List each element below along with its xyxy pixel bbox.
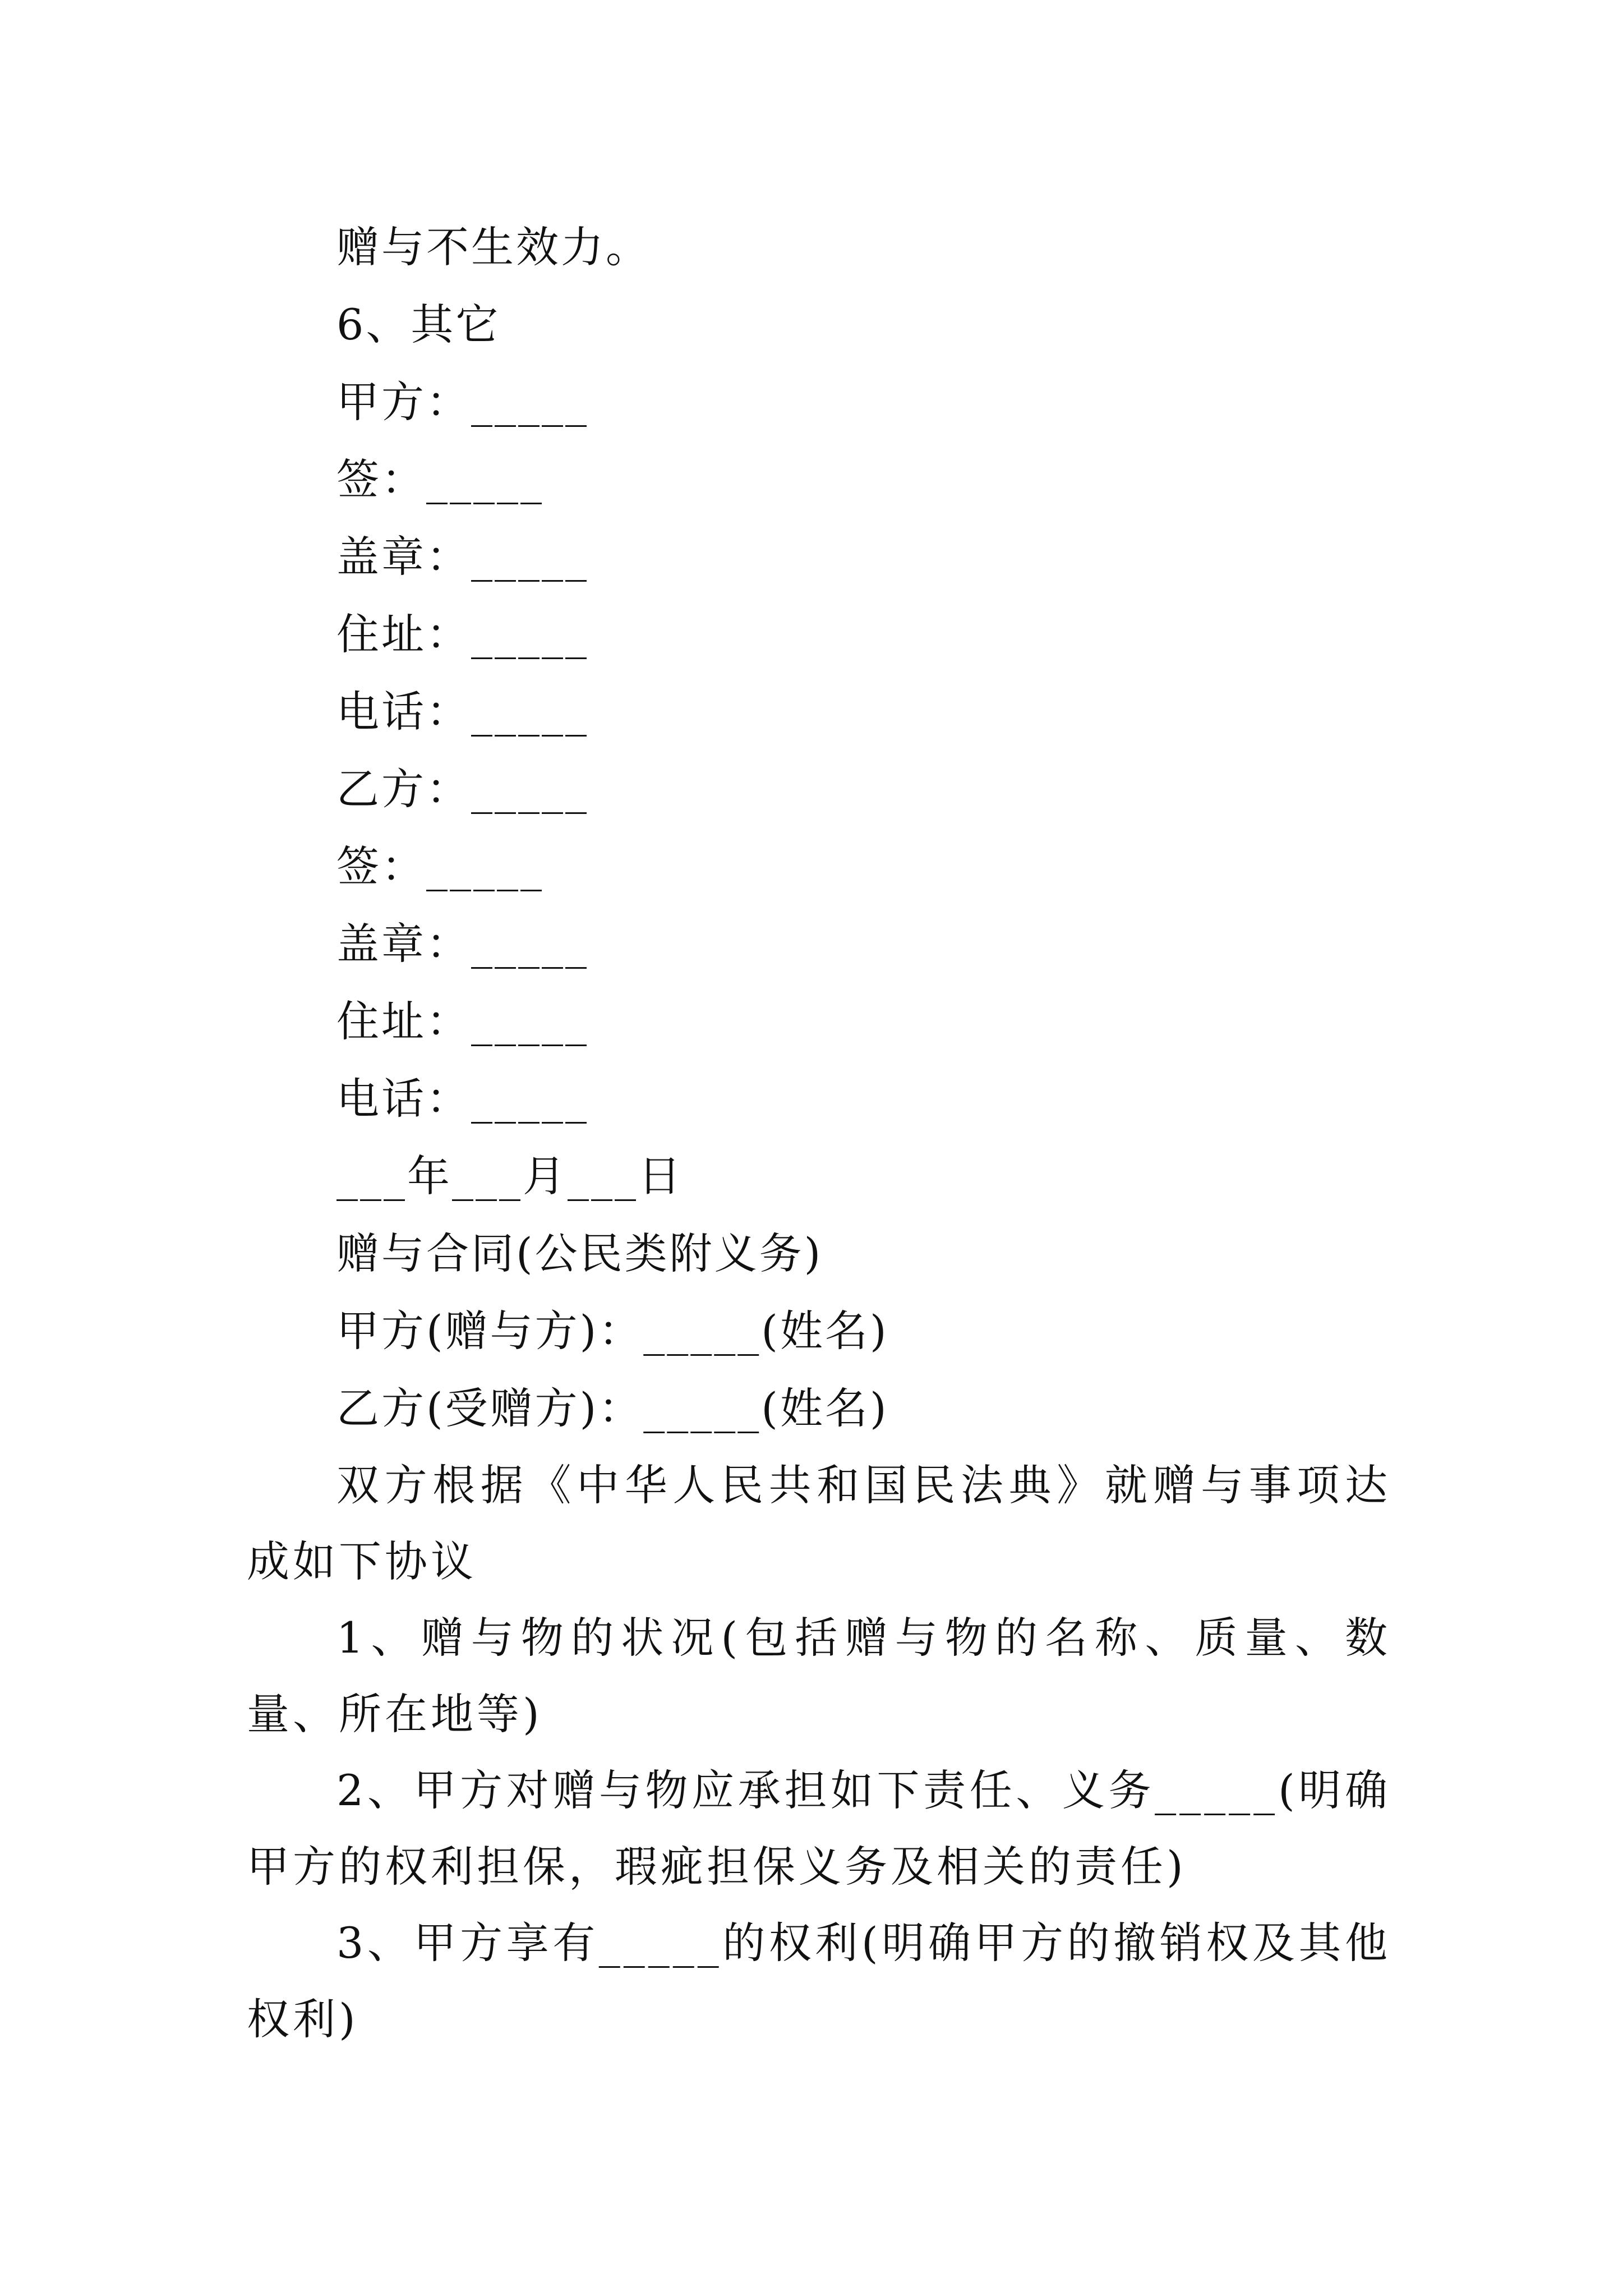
seal-field: 盖章：_____ bbox=[336, 532, 589, 582]
donor-field: 甲方(赠与方)：_____(姓名) bbox=[336, 1306, 889, 1356]
agreement-intro: 双方根据《中华人民共和国民法典》就赠与事项达成如下协议 bbox=[247, 1460, 1391, 1586]
clause-2: 2、甲方对赠与物应承担如下责任、义务_____(明确甲方的权利担保，瑕疵担保义务及相关的责任) bbox=[247, 1765, 1391, 1892]
signature-field: 签：_____ bbox=[336, 841, 544, 891]
party-a-field: 甲方：_____ bbox=[336, 377, 589, 427]
donee-field: 乙方(受赠方)：_____(姓名) bbox=[336, 1383, 889, 1433]
party-b-field: 乙方：_____ bbox=[336, 764, 589, 814]
text-line: 赠与不生效力。 bbox=[336, 222, 651, 272]
clause-3: 3、甲方享有_____的权利(明确甲方的撤销权及其他权利) bbox=[247, 1918, 1391, 2044]
document-body bbox=[247, 209, 1391, 2058]
phone-field: 电话：_____ bbox=[336, 687, 589, 737]
section-heading: 6、其它 bbox=[336, 300, 501, 349]
date-field: ___年___月___日 bbox=[336, 1151, 683, 1201]
clause-1: 1、赠与物的状况(包括赠与物的名称、质量、数量、所在地等) bbox=[247, 1613, 1391, 1739]
seal-field: 盖章：_____ bbox=[336, 919, 589, 969]
phone-field: 电话：_____ bbox=[336, 1074, 589, 1124]
address-field: 住址：_____ bbox=[336, 609, 589, 659]
contract-title: 赠与合同(公民类附义务) bbox=[336, 1228, 823, 1278]
signature-field: 签：_____ bbox=[336, 454, 544, 504]
address-field: 住址：_____ bbox=[336, 996, 589, 1046]
